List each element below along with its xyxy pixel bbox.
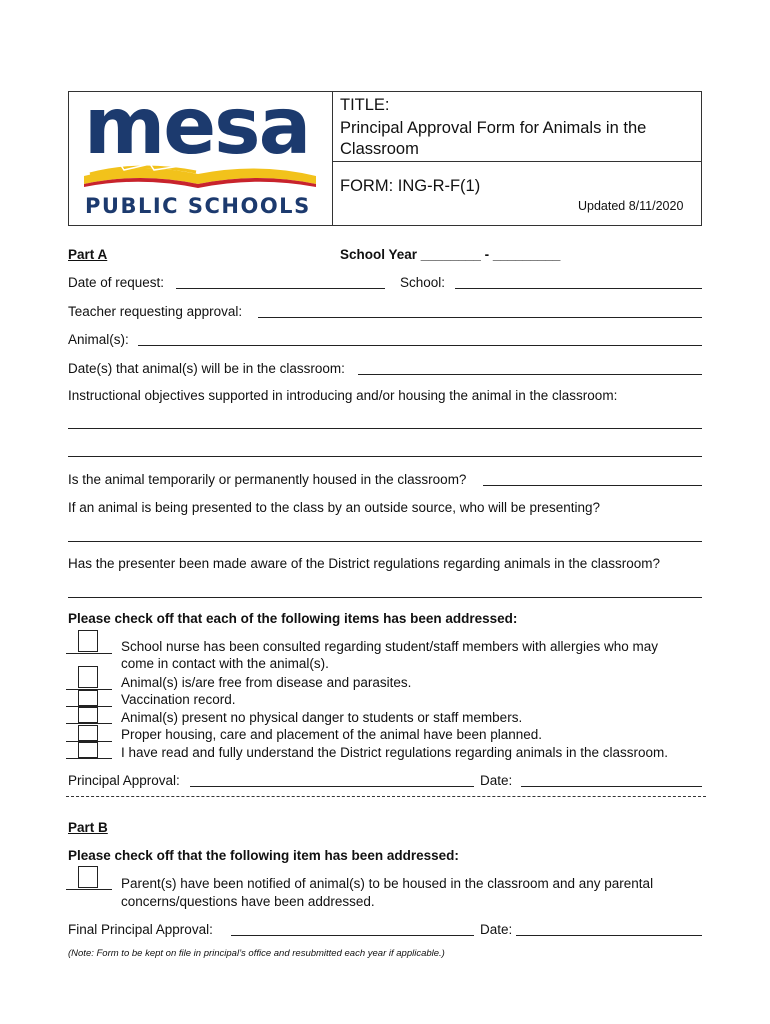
objectives-label: Instructional objectives supported in introducing and/or housing the animal in the classroom:	[68, 388, 618, 403]
updated-date: Updated 8/11/2020	[578, 199, 684, 213]
part-a-heading: Part A	[68, 247, 108, 262]
final-approval-label: Final Principal Approval:	[68, 922, 213, 937]
dates-field[interactable]	[358, 374, 702, 375]
checkbox-regulations[interactable]	[78, 742, 98, 758]
form-title-line2: Classroom	[340, 140, 419, 158]
checkbox-underline	[66, 653, 112, 654]
header-divider	[332, 161, 702, 162]
header-divider	[332, 91, 333, 226]
checkbox-underline	[66, 758, 112, 759]
teacher-field[interactable]	[258, 317, 702, 318]
checkbox-parents-notified[interactable]	[78, 866, 98, 888]
outside-source-label: If an animal is being presented to the class by an outside source, who will be presenting?	[68, 500, 601, 515]
check-item-housing: Proper housing, care and placement of the animal have been planned.	[121, 727, 543, 742]
checkbox-nurse[interactable]	[78, 630, 98, 652]
objectives-field-line1[interactable]	[68, 428, 702, 429]
animals-label: Animal(s):	[68, 332, 129, 347]
date-of-request-label: Date of request:	[68, 275, 165, 290]
dashed-separator	[66, 796, 706, 797]
checkbox-vaccination[interactable]	[78, 690, 98, 706]
mesa-logo	[80, 82, 320, 220]
title-label: TITLE:	[340, 96, 390, 114]
check-item-nurse-cont: come in contact with the animal(s).	[121, 656, 329, 671]
outside-source-field[interactable]	[68, 541, 702, 542]
check-item-disease: Animal(s) is/are free from disease and parasites.	[121, 675, 412, 690]
checkbox-danger[interactable]	[78, 707, 98, 723]
approval-date-label: Date:	[480, 773, 513, 788]
school-field[interactable]	[455, 288, 702, 289]
checkbox-underline	[66, 723, 112, 724]
school-year-field[interactable]: School Year ________ - _________	[340, 247, 561, 262]
check-item-nurse: School nurse has been consulted regarding student/staff members with allergies who may	[121, 639, 659, 654]
final-date-label: Date:	[480, 922, 513, 937]
check-item-vaccination: Vaccination record.	[121, 692, 236, 707]
teacher-label: Teacher requesting approval:	[68, 304, 243, 319]
logo-subtitle: PUBLIC SCHOOLS	[85, 194, 311, 218]
logo-word: mesa	[84, 82, 310, 172]
housed-label: Is the animal temporarily or permanently housed in the classroom?	[68, 472, 467, 487]
footnote: (Note: Form to be kept on file in principal’s office and resubmitted each year if applicable.)	[68, 948, 445, 959]
date-of-request-field[interactable]	[176, 288, 385, 289]
presenter-aware-label: Has the presenter been made aware of the District regulations regarding animals in the classroom?	[68, 556, 661, 571]
school-label: School:	[400, 275, 446, 290]
part-b-heading: Part B	[68, 820, 108, 835]
final-date-field[interactable]	[516, 935, 702, 936]
final-approval-field[interactable]	[231, 935, 474, 936]
checkbox-housing[interactable]	[78, 725, 98, 741]
presenter-aware-field[interactable]	[68, 597, 702, 598]
objectives-field-line2[interactable]	[68, 456, 702, 457]
housed-field[interactable]	[483, 485, 702, 486]
open-book-graphic	[80, 154, 320, 194]
approval-date-field[interactable]	[521, 786, 702, 787]
parents-notified-item-cont: concerns/questions have been addressed.	[121, 894, 375, 909]
form-title-line1: Principal Approval Form for Animals in the	[340, 119, 647, 137]
form-code: FORM: ING-R-F(1)	[340, 177, 481, 195]
check-item-regulations: I have read and fully understand the District regulations regarding animals in the classroom.	[121, 745, 669, 760]
principal-approval-field[interactable]	[190, 786, 474, 787]
checkbox-underline	[66, 889, 112, 890]
dates-label: Date(s) that animal(s) will be in the classroom:	[68, 361, 345, 376]
parents-notified-item: Parent(s) have been notified of animal(s) to be housed in the classroom and any parental	[121, 876, 654, 891]
check-item-danger: Animal(s) present no physical danger to students or staff members.	[121, 710, 523, 725]
checkbox-disease[interactable]	[78, 666, 98, 688]
animals-field[interactable]	[138, 345, 702, 346]
checklist-heading: Please check off that each of the following items has been addressed:	[68, 611, 518, 626]
part-b-checklist-heading: Please check off that the following item has been addressed:	[68, 848, 459, 863]
principal-approval-label: Principal Approval:	[68, 773, 180, 788]
